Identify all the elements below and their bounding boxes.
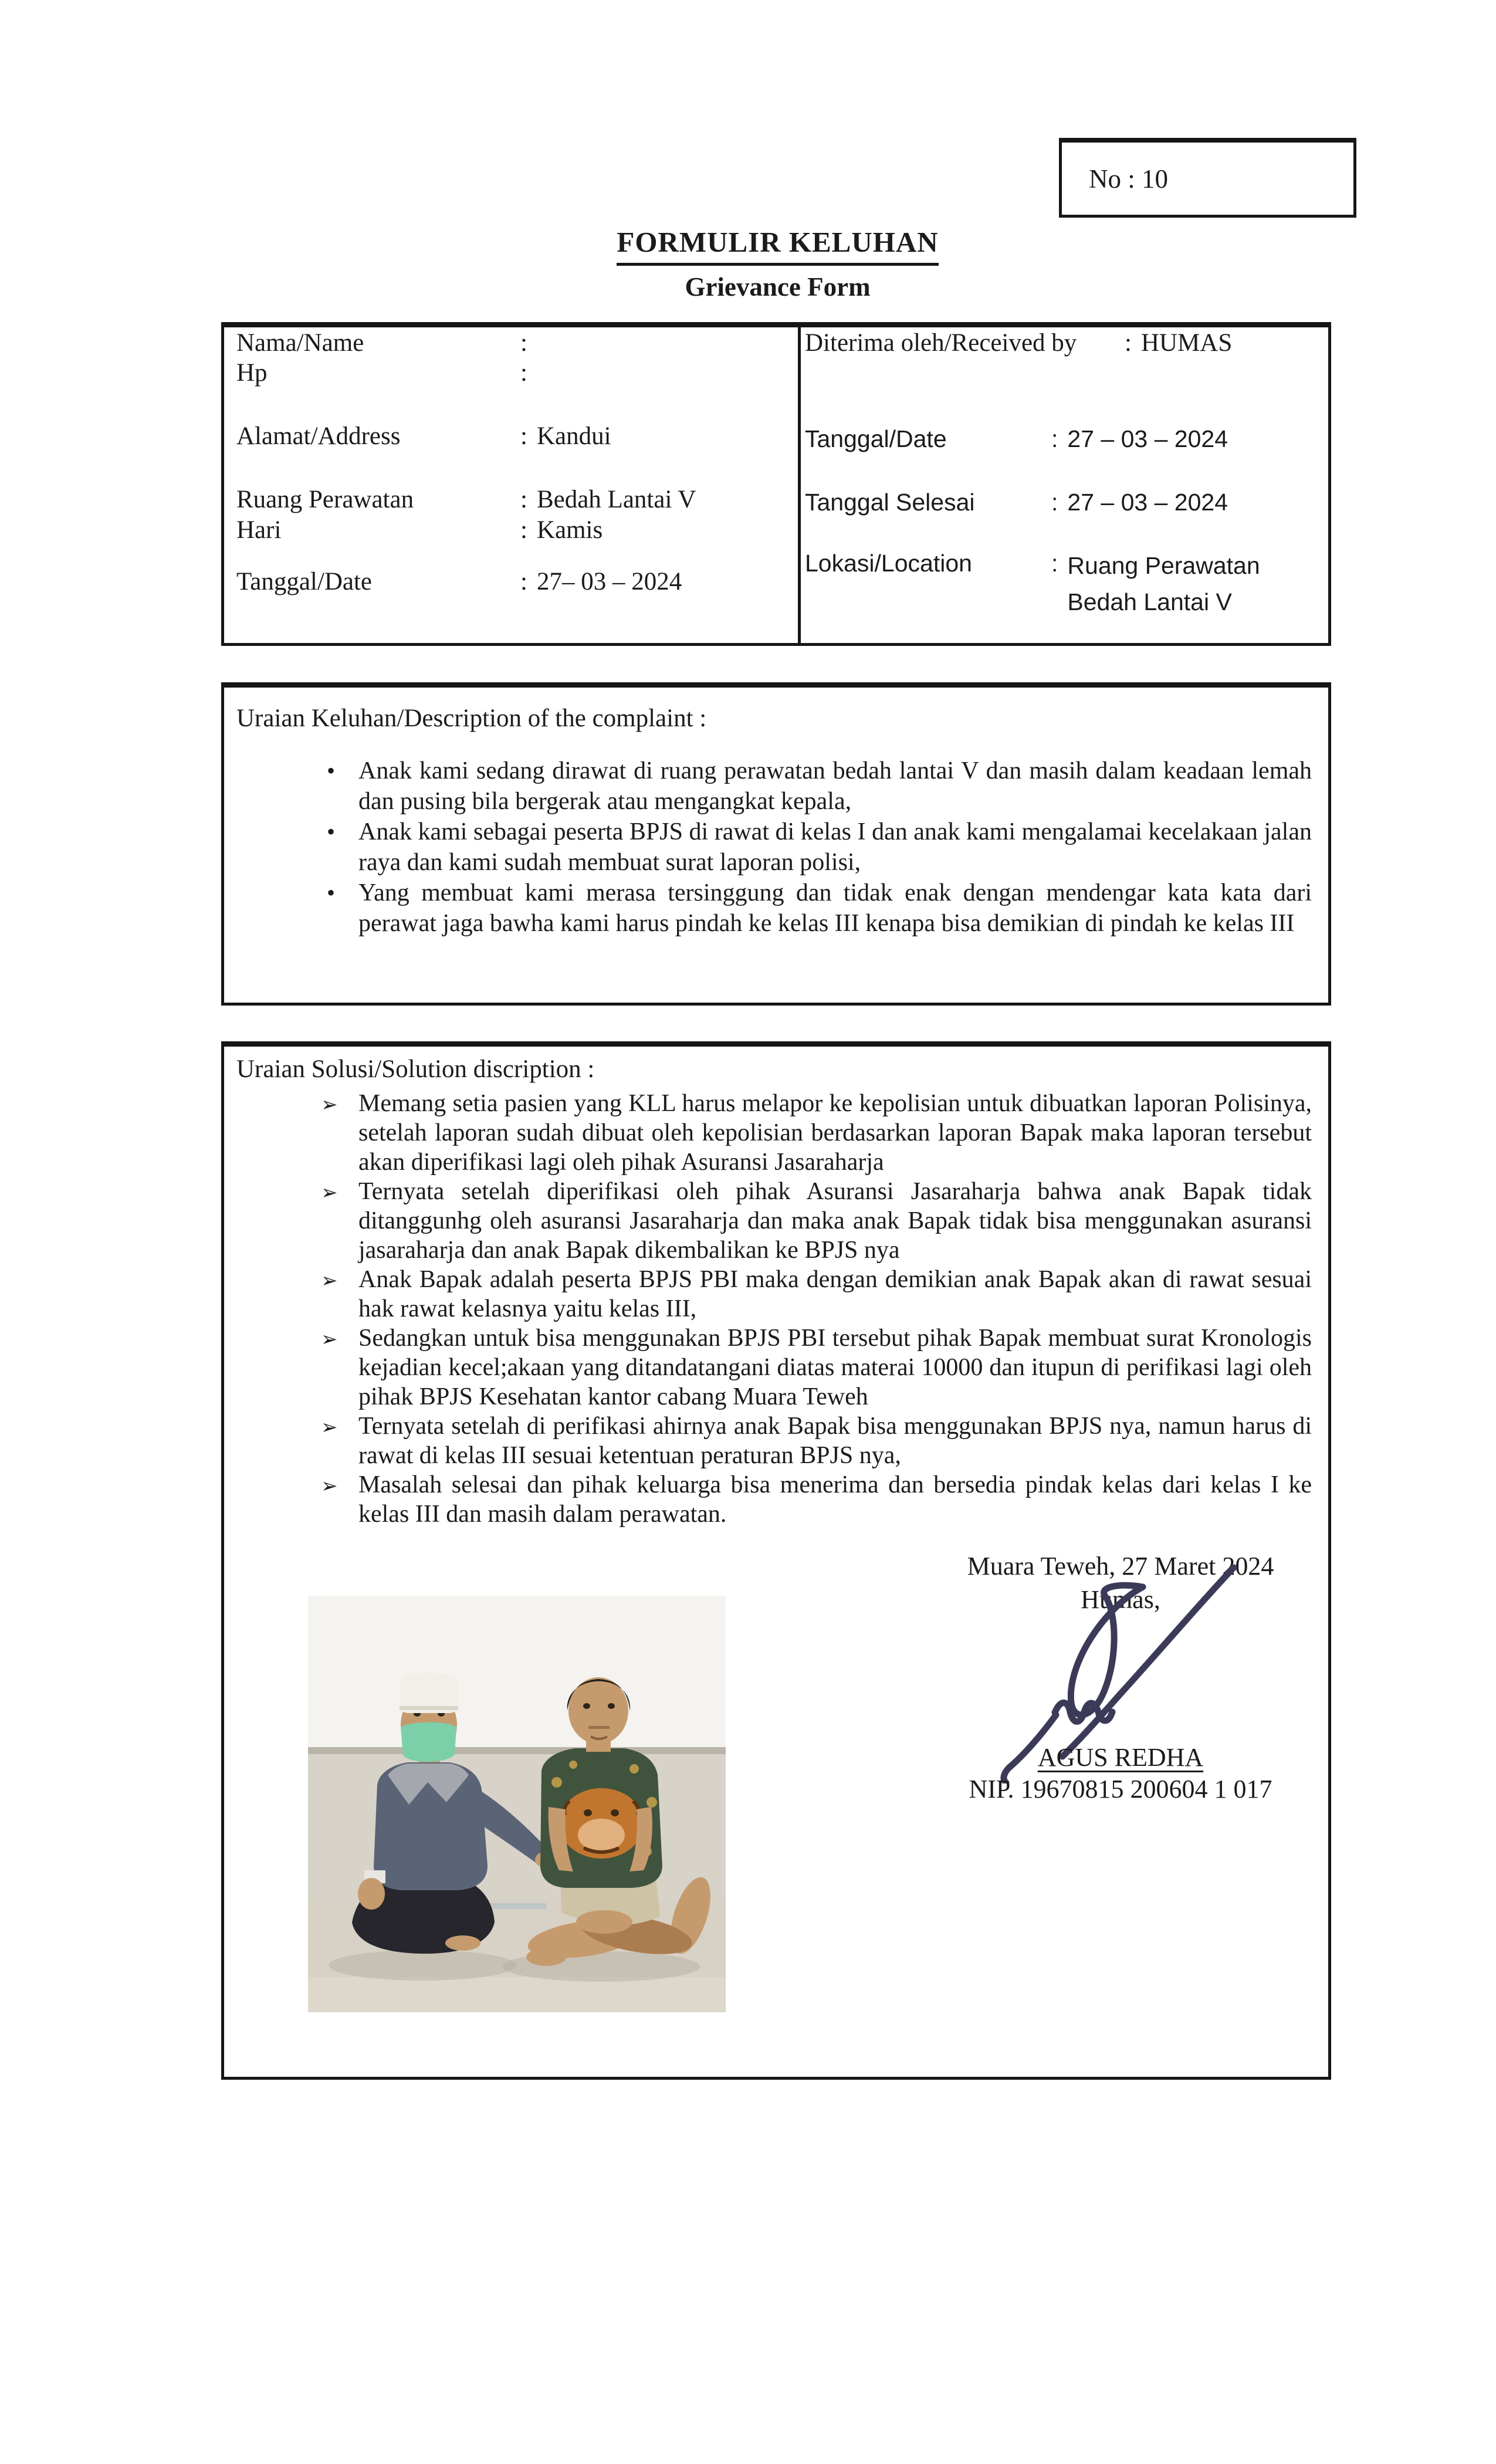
field-label: Ruang Perawatan xyxy=(236,486,414,513)
photo-batik-motif xyxy=(647,1797,657,1808)
arrow-bullet-icon: ➢ xyxy=(321,1093,338,1116)
solution-item xyxy=(321,1177,1312,1265)
complaint-section xyxy=(221,682,1331,1006)
field-ruang-perawatan xyxy=(236,484,696,516)
complaint-text: Anak kami sebagai peserta BPJS di rawat di kelas I dan anak kami mengalamai kecelakaan jalan raya dan kami sudah membuat surat laporan polisi, xyxy=(358,818,1312,876)
field-value: Ruang Perawatan Bedah Lantai V xyxy=(1067,552,1260,615)
complaint-item xyxy=(327,878,1312,939)
field-hp xyxy=(236,357,537,389)
solution-item xyxy=(321,1412,1312,1470)
signature-name: AGUS REDHA xyxy=(1037,1743,1204,1772)
photo-left-kufi-band xyxy=(400,1706,458,1710)
complaint-item xyxy=(327,817,1312,878)
solution-item xyxy=(321,1470,1312,1529)
photo-batik-motif xyxy=(569,1761,577,1769)
field-label: Tanggal Selesai xyxy=(805,489,975,516)
photo-batik-motif xyxy=(629,1764,639,1773)
signature-department: Humas, xyxy=(1081,1585,1160,1614)
form-subtitle: Grievance Form xyxy=(685,272,871,302)
field-label: Hp xyxy=(236,359,268,387)
solution-text: Ternyata setelah di perifikasi ahirnya anak Bapak bisa menggunakan BPJS nya, namun harus di rawat di kelas III sesuai ketentuan peraturan BPJS nya, xyxy=(358,1413,1312,1469)
field-value: Bedah Lantai V xyxy=(536,486,696,513)
field-tanggal xyxy=(236,566,682,598)
field-value: HUMAS xyxy=(1140,329,1233,357)
field-label: Lokasi/Location xyxy=(805,550,972,577)
complaint-text: Anak kami sedang dirawat di ruang perawatan bedah lantai V dan masih dalam keadaan lemah dan pusing bila bergerak atau mengangkat kepala, xyxy=(358,757,1312,815)
photo-tiger-eye xyxy=(584,1809,592,1816)
photo-floor-light xyxy=(308,1977,726,2012)
solution-text: Anak Bapak adalah peserta BPJS PBI maka dengan demikian anak Bapak akan di rawat sesuai hak rawat kelasnya yaitu kelas III, xyxy=(358,1266,1312,1322)
colon: : xyxy=(520,568,527,595)
field-value: Kandui xyxy=(536,422,611,450)
complaint-heading: Uraian Keluhan/Description of the complaint : xyxy=(236,705,707,732)
bullet-icon: • xyxy=(327,818,336,845)
bullet-icon: • xyxy=(327,879,336,906)
form-number: No : 10 xyxy=(1089,164,1168,194)
field-value: 27– 03 – 2024 xyxy=(536,568,682,595)
colon: : xyxy=(520,329,527,357)
signature-stroke-main xyxy=(1062,1568,1234,1756)
field-hari xyxy=(236,515,603,546)
photo-left-hand2 xyxy=(358,1878,385,1910)
photo-wall-upper xyxy=(308,1596,726,1747)
arrow-bullet-icon: ➢ xyxy=(321,1474,338,1498)
colon: : xyxy=(520,359,527,387)
form-number-box xyxy=(1059,138,1356,218)
photo-tiger-eye2 xyxy=(611,1809,619,1816)
field-tanggal-selesai xyxy=(805,486,1228,518)
colon: : xyxy=(1051,489,1058,516)
colon: : xyxy=(520,486,527,513)
form-header xyxy=(221,225,1334,302)
field-diterima-oleh xyxy=(805,327,1232,359)
solution-text: Sedangkan untuk bisa menggunakan BPJS PBI tersebut pihak Bapak membuat surat Kronologis kejadian kecel;akaan yang ditandatangani diatas materai 10000 dan itupun di perifikasi lagi oleh pihak BPJS Kesehatan kantor cabang Muara Teweh xyxy=(358,1325,1312,1410)
solution-text: Memang setia pasien yang KLL harus melapor ke kepolisian untuk dibuatkan laporan Polisinya, setelah laporan sudah dibuat oleh kepolisian berdasarkan laporan Bapak maka laporan tersebut akan diperifikasi lagi oleh pihak Asuransi Jasaraharja xyxy=(358,1090,1312,1176)
form-title: FORMULIR KELUHAN xyxy=(617,225,938,266)
field-label: Hari xyxy=(236,516,282,544)
arrow-bullet-icon: ➢ xyxy=(321,1328,338,1351)
field-lokasi xyxy=(805,547,1331,620)
complaint-list xyxy=(327,756,1312,939)
complainants-photo xyxy=(308,1596,726,2012)
photo-batik-motif xyxy=(551,1777,562,1788)
photo-right-eye2 xyxy=(608,1703,615,1709)
arrow-bullet-icon: ➢ xyxy=(321,1181,338,1204)
field-tanggal-date xyxy=(805,423,1228,455)
arrow-bullet-icon: ➢ xyxy=(321,1416,338,1439)
field-alamat xyxy=(236,421,611,452)
signature-place-date: Muara Teweh, 27 Maret 2024 xyxy=(967,1552,1274,1580)
solution-item xyxy=(321,1265,1312,1324)
complaint-text: Yang membuat kami merasa tersinggung dan tidak enak dengan mendengar kata kata dari perawat jaga bawha kami harus pindah ke kelas III kenapa bisa demikian di pindah ke kelas III xyxy=(358,879,1312,937)
arrow-bullet-icon: ➢ xyxy=(321,1269,338,1292)
photo-left-foot xyxy=(445,1935,480,1951)
solution-item xyxy=(321,1324,1312,1412)
photo-left-kufi-top xyxy=(400,1673,458,1693)
photo-left-mask xyxy=(401,1722,456,1762)
photo-right-eye xyxy=(583,1703,590,1709)
colon: : xyxy=(1051,550,1058,577)
field-label: Nama/Name xyxy=(236,329,364,357)
patient-info-table xyxy=(221,322,1331,646)
photo-shadow-left xyxy=(329,1950,516,1981)
colon: : xyxy=(1125,329,1132,357)
field-label: Tanggal/Date xyxy=(236,568,372,595)
complaint-item xyxy=(327,756,1312,817)
bullet-icon: • xyxy=(327,757,336,784)
field-value: 27 – 03 – 2024 xyxy=(1067,425,1228,452)
table-column-divider xyxy=(798,327,801,643)
photo-wall-molding xyxy=(308,1747,726,1754)
colon: : xyxy=(1051,425,1058,452)
solution-heading: Uraian Solusi/Solution discription : xyxy=(236,1055,595,1083)
solution-text: Ternyata setelah diperifikasi oleh pihak Asuransi Jasaraharja bahwa anak Bapak tidak ditanggunhg oleh asuransi Jasaraharja dan maka anak Bapak tidak bisa menggunakan asuransi jasaraharja dan anak Bapak dikembalikan ke BPJS nya xyxy=(358,1178,1312,1264)
field-value: Kamis xyxy=(536,516,603,544)
photo-tiger-muzzle xyxy=(578,1819,625,1852)
solution-text: Masalah selesai dan pihak keluarga bisa menerima dan bersedia pindak kelas dari kelas I ke kelas III dan masih dalam perawatan. xyxy=(358,1471,1312,1528)
field-label: Alamat/Address xyxy=(236,422,401,450)
field-label: Tanggal/Date xyxy=(805,425,947,452)
field-label: Diterima oleh/Received by xyxy=(805,329,1077,357)
field-value: 27 – 03 – 2024 xyxy=(1067,489,1228,516)
signature-nip: NIP. 19670815 200604 1 017 xyxy=(969,1775,1272,1803)
solution-item xyxy=(321,1089,1312,1177)
colon: : xyxy=(520,516,527,544)
photo-right-hands xyxy=(576,1910,632,1934)
solution-list xyxy=(321,1089,1312,1529)
colon: : xyxy=(520,422,527,450)
signature-stroke-loop xyxy=(1071,1585,1143,1715)
photo-right-mustache xyxy=(588,1726,610,1729)
photo-right-foot xyxy=(526,1948,566,1966)
field-nama xyxy=(236,327,537,359)
